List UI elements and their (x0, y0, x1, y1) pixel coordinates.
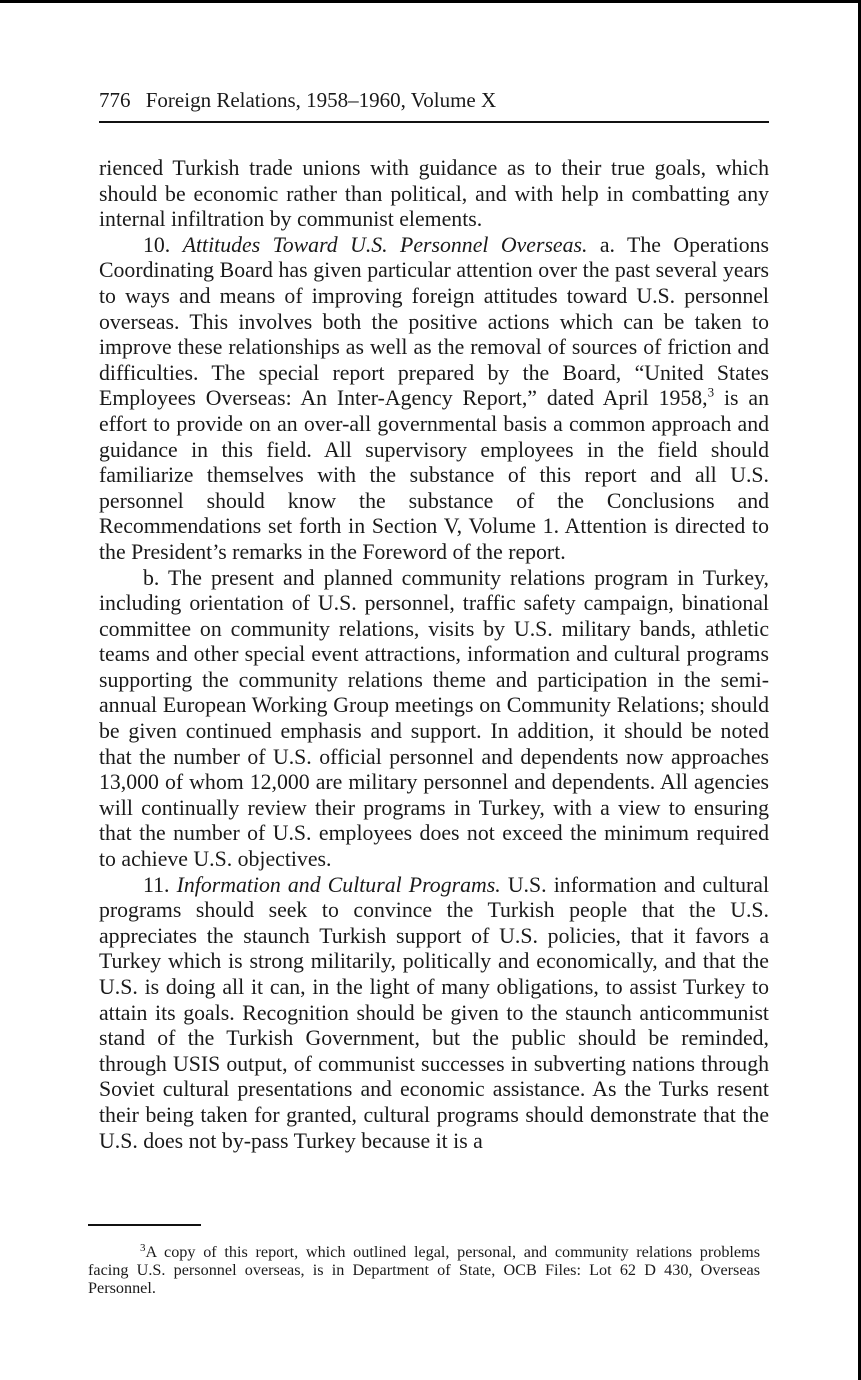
running-header (99, 88, 769, 120)
header-rule (99, 121, 769, 123)
paragraph-11-text: U.S. information and cultural programs should seek to convince the Turkish people that the U.S. appreciates the staunch Turkish support of U.S. policies, that it favors a Turkey which is strong militarily, politically and economically, and that the U.S. is doing all it can, in the light of many obligations, to assist Turkey to attain its goals. Recognition should be given to the staunch anticommunist stand of the Turkish Government, but the public should be reminded, through USIS output, of communist successes in subverting nations through Soviet cultural presentations and economic assistance. As the Turks resent their being taken for granted, cultural programs should demonstrate that the U.S. does not by-pass Turkey because it is a (99, 872, 770, 1153)
paragraph-11-heading: Information and Cultural Programs. (176, 872, 501, 897)
paragraph-11 (99, 873, 769, 1155)
footnote-reference: 3 (707, 385, 715, 401)
paragraph-10-text-a: a. The Operations Coordinating Board has given particular attention over the past several years to ways and means of improving foreign attitudes toward U.S. personnel overseas. This involves both the positive actions which can be taken to improve these relationships as well as the removal of sources of friction and difficulties. The special report prepared by the Board, “United States Employees Overseas: An Inter-Agency Report,” dated April 1958, (99, 232, 769, 411)
paragraph-continued: rienced Turkish trade unions with guidance as to their true goals, which should be economic rather than political, and with help in combatting any internal infiltration by communist elements. (99, 156, 769, 232)
paragraph-11-number: 11. (143, 872, 170, 897)
page-number: 776 (99, 88, 131, 112)
footnote (88, 1243, 760, 1297)
page-top-edge (0, 0, 861, 3)
footnote-text: A copy of this report, which outlined legal, personal, and community relations problems facing U.S. personnel overseas, is in Department of State, OCB Files: Lot 62 D 430, Overseas Personnel. (88, 1243, 760, 1297)
footnote-marker: 3 (140, 1241, 146, 1254)
footnote-rule (88, 1224, 201, 1226)
paragraph-10b: b. The present and planned community relations program in Turkey, including orientation of U.S. personnel, traffic safety campaign, binational committee on community relations, visits by U.S. military bands, athletic teams and other special event attractions, information and cultural programs supporting the community relations theme and participation in the semi-annual European Working Group meetings on Community Relations; should be given continued emphasis and support. In addition, it should be noted that the number of U.S. official personnel and dependents now approaches 13,000 of whom 12,000 are military personnel and dependents. All agencies will continually review their programs in Turkey, with a view to ensuring that the number of U.S. employees does not exceed the minimum required to achieve U.S. objectives. (99, 565, 769, 872)
running-title: Foreign Relations, 1958–1960, Volume X (145, 88, 497, 112)
paragraph-10-text-b: is an effort to provide on an over-all governmental basis a common approach and guidance in this field. All supervisory employees in the field should familiarize themselves with the substance of this report and all U.S. personnel should know the substance of the Conclusions and Recommendations set forth in Section V, Volume 1. Attention is directed to the President’s remarks in the Foreword of the report. (99, 386, 769, 564)
paragraph-10 (99, 233, 769, 566)
body-text (99, 156, 769, 1154)
paragraph-10-heading: Attitudes Toward U.S. Personnel Overseas. (182, 232, 588, 257)
paragraph-10-number: 10. (143, 232, 171, 257)
